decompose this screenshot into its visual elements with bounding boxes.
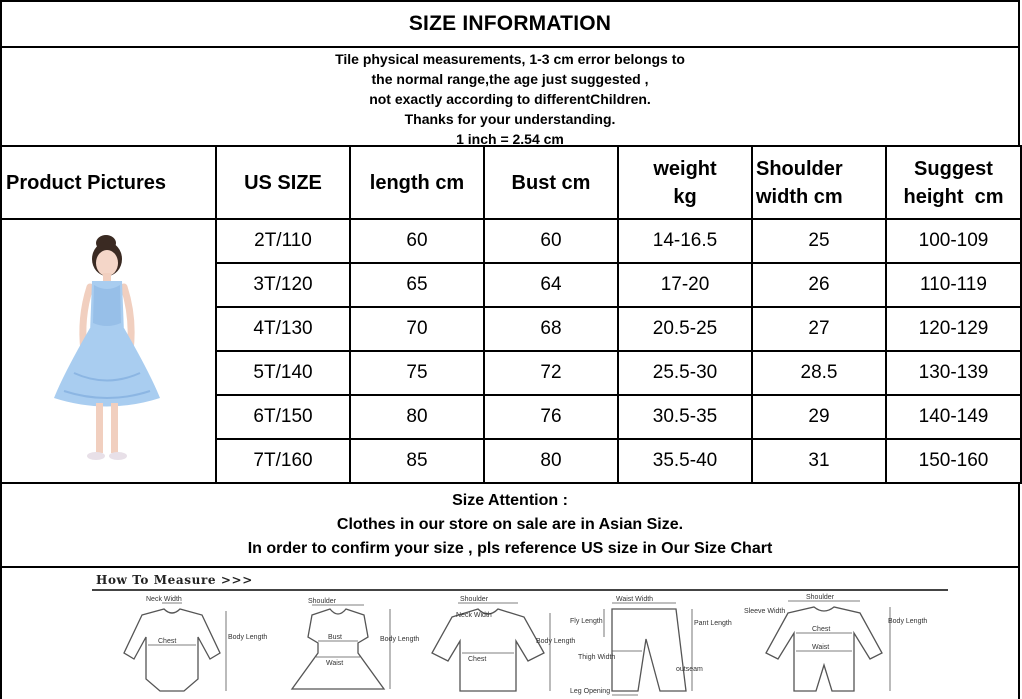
label-body-length-dress: Body Length (380, 636, 420, 643)
label-chest-tshirt: Chest (468, 656, 487, 663)
cell-length: 60 (350, 219, 484, 263)
label-fly-length: Fly Length (570, 618, 603, 625)
cell-shoulder: 25 (752, 219, 886, 263)
table-header-row (1, 146, 1021, 219)
cell-size: 6T/150 (216, 395, 350, 439)
dress-diagram (272, 593, 422, 699)
cell-height: 130-139 (886, 351, 1021, 395)
header-weight (618, 146, 752, 219)
cell-size: 4T/130 (216, 307, 350, 351)
cell-bust: 68 (484, 307, 618, 351)
romper-diagram (742, 593, 928, 699)
label-shoulder-romper: Shoulder (806, 594, 835, 601)
cell-shoulder: 28.5 (752, 351, 886, 395)
label-pant-length: Pant Length (694, 620, 732, 627)
label-sleeve-width: Sleeve Width (744, 608, 786, 615)
cell-shoulder: 27 (752, 307, 886, 351)
divider (92, 589, 948, 591)
cell-weight: 35.5-40 (618, 439, 752, 483)
attention-heading: Size Attention : (452, 492, 568, 509)
cell-height: 150-160 (886, 439, 1021, 483)
header-height-line2: height cm (903, 185, 1004, 208)
header-bust: Bust cm (484, 146, 618, 219)
label-shoulder: Shoulder (308, 598, 337, 605)
cell-bust: 72 (484, 351, 618, 395)
header-shoulder-line1: Shoulder (756, 157, 843, 180)
header-shoulder-line2: width cm (756, 185, 843, 208)
header-weight-line1: weight (653, 157, 717, 180)
measure-title: How To Measure >>> (96, 573, 253, 587)
notice-line: 1 inch = 2.54 cm (456, 131, 564, 147)
notice-line: not exactly according to differentChildren. (369, 91, 651, 107)
label-waist: Waist (326, 660, 344, 667)
measurement-notice (0, 46, 1020, 146)
cell-weight: 30.5-35 (618, 395, 752, 439)
page-title: SIZE INFORMATION (0, 0, 1020, 48)
cell-size: 3T/120 (216, 263, 350, 307)
cell-shoulder: 26 (752, 263, 886, 307)
cell-height: 120-129 (886, 307, 1021, 351)
cell-bust: 76 (484, 395, 618, 439)
cell-bust: 80 (484, 439, 618, 483)
attention-line: In order to confirm your size , pls reference US size in Our Size Chart (247, 540, 773, 557)
bodysuit-diagram (102, 593, 268, 699)
cell-weight: 17-20 (618, 263, 752, 307)
cell-weight: 14-16.5 (618, 219, 752, 263)
label-waist-romper: Waist (812, 644, 830, 651)
cell-size: 7T/160 (216, 439, 350, 483)
cell-weight: 20.5-25 (618, 307, 752, 351)
cell-size: 5T/140 (216, 351, 350, 395)
cell-bust: 64 (484, 263, 618, 307)
label-body-length-tshirt: Body Length (536, 638, 576, 645)
cell-length: 85 (350, 439, 484, 483)
cell-height: 140-149 (886, 395, 1021, 439)
cell-length: 70 (350, 307, 484, 351)
cell-length: 80 (350, 395, 484, 439)
label-leg-opening: Leg Opening (570, 688, 611, 695)
pants-diagram (568, 593, 732, 699)
header-product-pictures: Product Pictures (1, 146, 216, 219)
label-bust: Bust (328, 634, 343, 641)
size-attention (0, 482, 1020, 568)
cell-length: 75 (350, 351, 484, 395)
label-shoulder-tshirt: Shoulder (460, 596, 489, 603)
cell-length: 65 (350, 263, 484, 307)
how-to-measure (0, 567, 1020, 699)
label-neck-width: Neck Width (146, 596, 182, 603)
cell-size: 2T/110 (216, 219, 350, 263)
label-body-length: Body Length (228, 634, 268, 641)
label-outseam: outseam (676, 666, 703, 673)
header-us-size: US SIZE (216, 146, 350, 219)
label-neck-width-tshirt: Neck Width (456, 612, 492, 619)
cell-height: 100-109 (886, 219, 1021, 263)
label-chest: Chest (158, 638, 177, 645)
notice-line: Thanks for your understanding. (404, 111, 616, 127)
product-picture-cell (1, 219, 216, 483)
attention-line: Clothes in our store on sale are in Asian Size. (336, 516, 684, 533)
tshirt-diagram (422, 593, 576, 699)
header-shoulder (752, 146, 886, 219)
notice-line: Tile physical measurements, 1-3 cm error belongs to (335, 51, 685, 67)
cell-bust: 60 (484, 219, 618, 263)
notice-line: the normal range,the age just suggested , (371, 71, 649, 87)
cell-shoulder: 29 (752, 395, 886, 439)
size-table (0, 145, 1022, 484)
header-height-line1: Suggest (914, 157, 993, 180)
cell-shoulder: 31 (752, 439, 886, 483)
label-thigh-width: Thigh Width (578, 654, 616, 661)
label-body-length-romper: Body Length (888, 618, 928, 625)
header-height (886, 146, 1021, 219)
label-chest-romper: Chest (812, 626, 831, 633)
table-row (1, 219, 1021, 263)
product-photo (44, 223, 174, 473)
header-length: length cm (350, 146, 484, 219)
header-weight-line2: kg (673, 185, 697, 208)
label-waist-width: Waist Width (616, 596, 654, 603)
cell-weight: 25.5-30 (618, 351, 752, 395)
cell-height: 110-119 (886, 263, 1021, 307)
